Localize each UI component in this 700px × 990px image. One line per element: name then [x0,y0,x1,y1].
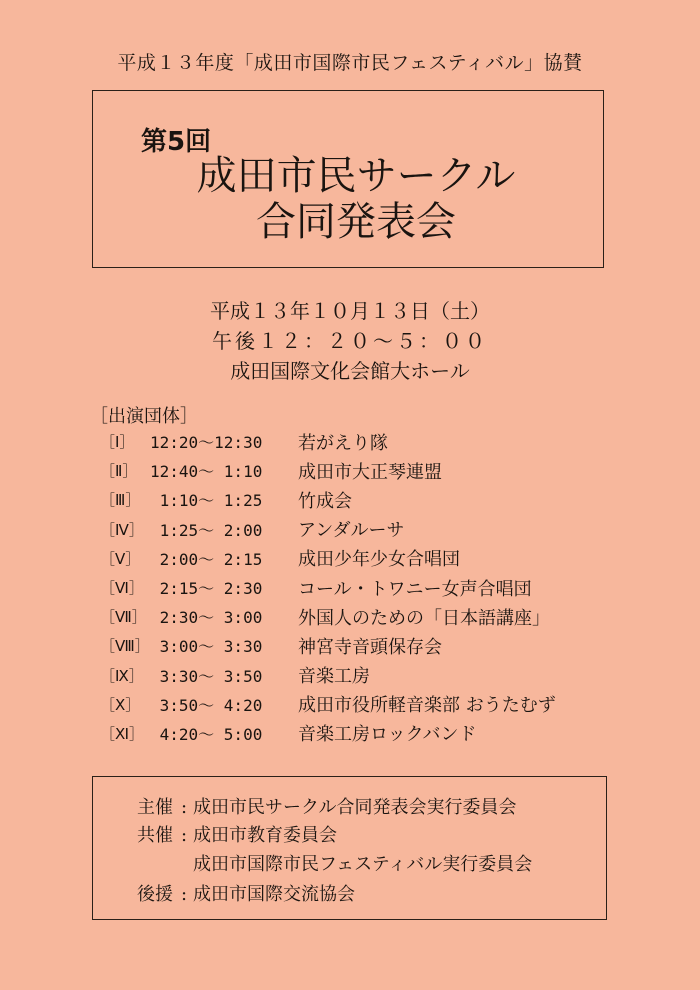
list-item [100,631,660,660]
item-name: 成田少年少女合唱団 [298,549,460,571]
event-title-line1: 成田市民サークル [196,153,516,199]
title-box [92,90,604,268]
event-title [93,153,603,245]
edition-label: 第5回 [141,127,212,157]
host-name: 成田市民サークル合同発表会実行委員会 [193,797,517,818]
item-time: 3:30～ 3:50 [150,666,263,686]
item-time: 12:40～ 1:10 [150,462,263,482]
event-date: 平成１３年１０月１３日（土） [210,299,490,323]
host-row: 主催 : 成田市民サークル合同発表会実行委員会 [137,793,516,819]
item-number: ［Ⅲ］ [100,491,141,510]
organizer-box [92,776,607,920]
item-number: ［Ⅱ］ [100,462,138,481]
item-time: 2:15～ 2:30 [150,579,263,599]
host-role: 主催 [137,797,173,818]
list-item [100,427,660,456]
item-time: 3:50～ 4:20 [150,695,263,715]
item-name: 成田市役所軽音楽部 おうたむず [298,695,556,717]
item-name: 成田市大正琴連盟 [298,461,442,483]
item-name: 若がえり隊 [298,432,388,454]
item-time: 4:20～ 5:00 [150,724,263,744]
event-venue: 成田国際文化会館大ホール [230,359,470,383]
item-name: 外国人のための「日本語講座」 [298,607,550,629]
item-number: ［Ⅷ］ [100,637,150,656]
cohost-row: 共催 : 成田市教育委員会 [137,821,337,847]
performers-list [100,427,660,748]
list-item [100,719,660,748]
item-number: ［Ⅰ］ [100,433,135,452]
list-item [100,602,660,631]
support-row: 後援 : 成田市国際交流協会 [137,880,355,906]
item-number: ［Ⅹ］ [100,695,141,714]
list-item [100,515,660,544]
item-time: 2:00～ 2:15 [150,549,263,569]
item-name: 竹成会 [298,490,352,512]
item-number: ［Ⅳ］ [100,520,144,539]
item-name: 音楽工房ロックバンド [298,724,477,746]
item-number: ［Ⅴ］ [100,549,141,568]
item-name: アンダルーサ [298,520,405,542]
item-number: ［Ⅸ］ [100,666,144,685]
sponsor-line: 平成１３年度「成田市国際市民フェスティバル」協賛 [117,52,583,74]
list-item [100,573,660,602]
performers-heading: ［出演団体］ [90,406,198,427]
cohost-name-1: 成田市教育委員会 [193,825,337,846]
cohost-name-2: 成田市国際市民フェスティバル実行委員会 [193,854,533,875]
support-name: 成田市国際交流協会 [193,884,355,905]
list-item [100,485,660,514]
item-time: 12:20～12:30 [150,433,263,453]
list-item [100,456,660,485]
item-time: 2:30～ 3:00 [150,608,263,628]
cohost-row-2 [193,850,532,876]
list-item [100,661,660,690]
cohost-role: 共催 [137,825,173,846]
item-number: ［Ⅺ］ [100,724,144,743]
support-role: 後援 [137,884,173,905]
item-time: 3:00～ 3:30 [150,637,263,657]
item-name: 音楽工房 [298,666,370,688]
item-number: ［Ⅶ］ [100,608,147,627]
item-name: 神宮寺音頭保存会 [298,636,442,658]
event-time: 午後１２：２０～５：００ [212,329,488,353]
event-title-line2: 合同発表会 [256,199,456,245]
list-item [100,690,660,719]
item-number: ［Ⅵ］ [100,579,144,598]
list-item [100,544,660,573]
item-time: 1:10～ 1:25 [150,491,263,511]
event-info [0,296,700,386]
item-name: コール・トワニー女声合唱団 [298,578,532,600]
item-time: 1:25～ 2:00 [150,520,263,540]
